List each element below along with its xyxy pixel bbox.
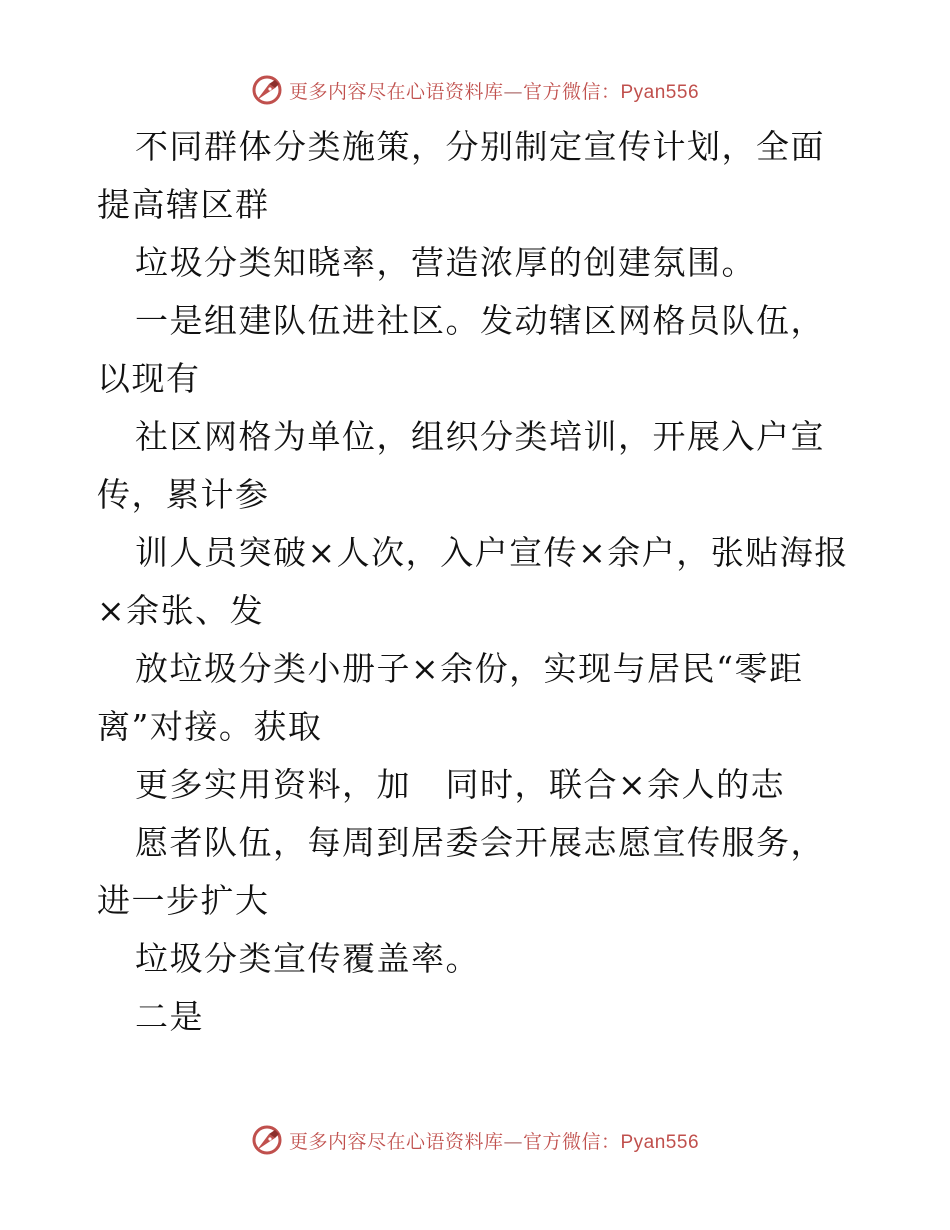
pen-nib-logo-icon: [251, 74, 283, 106]
footer-watermark-main: 更多内容尽在心语资料库: [288, 1130, 504, 1153]
document-body: [97, 118, 857, 1046]
header-watermark-separator: —: [503, 80, 523, 103]
paragraph-4: 社区网格为单位，组织分类培训，开展入户宣传，累计参: [97, 417, 825, 514]
pen-nib-logo-icon: [251, 1124, 283, 1156]
footer-watermark-separator: —: [503, 1130, 523, 1153]
paragraph-9: 垃圾分类宣传覆盖率。: [135, 939, 480, 978]
header-watermark-text: [289, 77, 699, 104]
header-watermark-wechat: 官方微信：: [522, 80, 621, 103]
paragraph-5: 训人员突破×人次，入户宣传×余户，张贴海报×余张、发: [97, 533, 849, 630]
footer-watermark-id: Pyan556: [620, 1131, 700, 1153]
paragraph-7: 更多实用资料，加 同时，联合×余人的志: [135, 765, 786, 804]
footer-watermark: [0, 1120, 950, 1160]
paragraph-2: 垃圾分类知晓率，营造浓厚的创建氛围。: [135, 243, 756, 282]
footer-watermark-text: [289, 1127, 699, 1154]
paragraph-3: 一是组建队伍进社区。发动辖区网格员队伍，以现有: [97, 301, 825, 398]
header-watermark-id: Pyan556: [620, 81, 700, 103]
paragraph-10: 二是: [135, 997, 204, 1036]
header-watermark-main: 更多内容尽在心语资料库: [288, 80, 504, 103]
paragraph-8: 愿者队伍，每周到居委会开展志愿宣传服务，进一步扩大: [97, 823, 825, 920]
footer-watermark-wechat: 官方微信：: [522, 1130, 621, 1153]
paragraph-6: 放垃圾分类小册子×余份，实现与居民“零距离”对接。获取: [97, 649, 804, 746]
paragraph-1: 不同群体分类施策，分别制定宣传计划，全面提高辖区群: [97, 127, 825, 224]
header-watermark: [0, 70, 950, 110]
